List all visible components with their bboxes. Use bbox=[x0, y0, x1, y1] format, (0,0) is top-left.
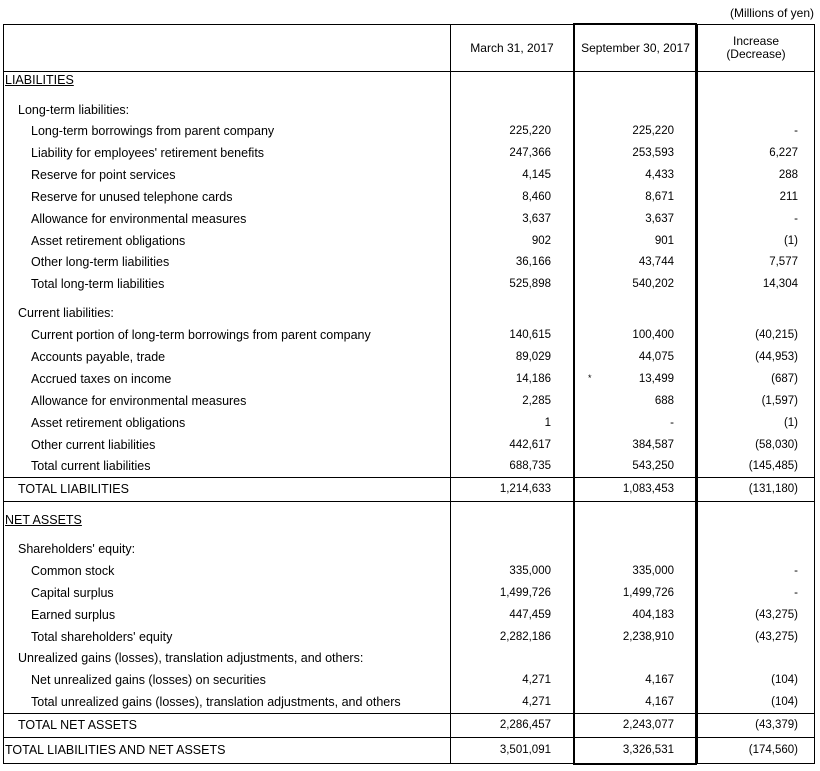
row-label: TOTAL NET ASSETS bbox=[18, 718, 138, 732]
value-change: (104) bbox=[771, 695, 798, 708]
value-march: 2,286,457 bbox=[499, 719, 551, 731]
value-march: 335,000 bbox=[509, 565, 551, 577]
row-label: Total current liabilities bbox=[31, 459, 151, 474]
value-march: 36,166 bbox=[515, 256, 551, 269]
subheader-label: Shareholders' equity: bbox=[18, 542, 136, 556]
value-september: 543,250 bbox=[632, 460, 674, 473]
row-label: Other long-term liabilities bbox=[31, 255, 170, 270]
header-change-line1: Increase bbox=[732, 34, 780, 48]
value-march: 14,186 bbox=[515, 372, 551, 385]
value-september: 2,243,077 bbox=[622, 719, 674, 731]
table-row bbox=[4, 164, 814, 186]
section-title: LIABILITIES bbox=[5, 73, 74, 87]
table-row bbox=[4, 273, 814, 295]
table-row bbox=[4, 390, 814, 412]
subheader-long-term bbox=[4, 99, 814, 121]
value-september: 100,400 bbox=[632, 329, 674, 341]
subheader-label: Current liabilities: bbox=[18, 306, 114, 320]
total-net-assets-row bbox=[4, 714, 814, 736]
value-march: 247,366 bbox=[509, 146, 551, 159]
value-march: 447,459 bbox=[509, 608, 551, 621]
table-header bbox=[4, 25, 814, 72]
row-label: Capital surplus bbox=[31, 585, 114, 600]
value-march: 1 bbox=[544, 416, 551, 429]
value-march: 3,501,091 bbox=[499, 744, 551, 756]
table-row bbox=[4, 142, 814, 164]
row-label: Total shareholders' equity bbox=[31, 629, 173, 644]
value-september: 44,075 bbox=[638, 350, 674, 363]
value-september: 225,220 bbox=[632, 125, 674, 137]
value-september: 688 bbox=[654, 394, 674, 407]
unit-note: (Millions of yen) bbox=[729, 6, 814, 20]
value-change: (44,953) bbox=[755, 350, 798, 363]
value-change: 211 bbox=[779, 190, 798, 203]
row-label: Allowance for environmental measures bbox=[31, 393, 247, 408]
subheader-current bbox=[4, 302, 814, 324]
value-march: 442,617 bbox=[509, 438, 551, 451]
header-september: September 30, 2017 bbox=[581, 40, 690, 55]
subheader-label: Long-term liabilities: bbox=[18, 103, 130, 117]
row-label: TOTAL LIABILITIES bbox=[18, 482, 129, 496]
value-september: 1,499,726 bbox=[622, 586, 674, 599]
value-september: 3,637 bbox=[645, 212, 674, 225]
table-row bbox=[4, 230, 814, 252]
value-change: (174,560) bbox=[748, 744, 798, 756]
value-change: (687) bbox=[771, 372, 798, 385]
value-change: - bbox=[794, 565, 798, 577]
value-march: 3,637 bbox=[522, 212, 551, 225]
header-march: March 31, 2017 bbox=[470, 40, 554, 55]
row-label: Total long-term liabilities bbox=[31, 277, 165, 292]
value-september: 253,593 bbox=[632, 146, 674, 159]
table-row bbox=[4, 251, 814, 273]
table-row bbox=[4, 560, 814, 582]
value-change: (104) bbox=[771, 674, 798, 686]
row-label: Reserve for unused telephone cards bbox=[31, 189, 233, 204]
divider bbox=[4, 737, 814, 738]
table-row bbox=[4, 368, 814, 390]
table-row bbox=[4, 346, 814, 368]
row-label: Reserve for point services bbox=[31, 167, 176, 182]
row-label: Accrued taxes on income bbox=[31, 371, 172, 386]
table-row bbox=[4, 582, 814, 604]
value-change: - bbox=[794, 125, 798, 137]
subheader-label: Unrealized gains (losses), translation adjustments, and others: bbox=[18, 651, 364, 665]
value-march: 140,615 bbox=[509, 329, 551, 341]
row-label: Asset retirement obligations bbox=[31, 233, 186, 248]
balance-sheet-table bbox=[3, 24, 815, 764]
value-change: 288 bbox=[778, 168, 798, 181]
value-change: (58,030) bbox=[755, 438, 798, 451]
value-change: 7,577 bbox=[769, 256, 798, 269]
value-march: 1,499,726 bbox=[499, 586, 551, 599]
total-liabilities-row bbox=[4, 478, 814, 500]
value-change: 6,227 bbox=[769, 146, 798, 159]
value-september: - bbox=[670, 416, 674, 429]
table-row bbox=[4, 434, 814, 456]
row-label: Liability for employees' retirement benefits bbox=[31, 145, 265, 160]
table-row bbox=[4, 186, 814, 208]
subheader-shareholders bbox=[4, 538, 814, 560]
table-row bbox=[4, 455, 814, 477]
value-change: (1) bbox=[783, 234, 798, 247]
row-label: TOTAL LIABILITIES AND NET ASSETS bbox=[5, 743, 226, 757]
value-september: 1,083,453 bbox=[622, 483, 674, 495]
value-march: 1,214,633 bbox=[499, 483, 551, 495]
table-row bbox=[4, 324, 814, 346]
table-row bbox=[4, 120, 814, 142]
value-september: 8,671 bbox=[645, 190, 674, 203]
value-change: (145,485) bbox=[748, 460, 798, 473]
value-march: 89,029 bbox=[515, 350, 551, 363]
value-change: (40,215) bbox=[755, 329, 798, 341]
row-label: Common stock bbox=[31, 564, 115, 578]
table-row bbox=[4, 604, 814, 626]
value-change: (43,275) bbox=[755, 608, 798, 621]
divider bbox=[4, 501, 814, 502]
value-change: - bbox=[794, 212, 798, 225]
row-label: Accounts payable, trade bbox=[31, 349, 166, 364]
value-change: (131,180) bbox=[748, 483, 798, 495]
value-march: 2,285 bbox=[522, 394, 551, 407]
row-label: Net unrealized gains (losses) on securities bbox=[31, 673, 266, 687]
value-september: 4,167 bbox=[645, 695, 674, 708]
value-march: 8,460 bbox=[522, 190, 551, 203]
subheader-unrealized bbox=[4, 647, 814, 669]
row-label: Earned surplus bbox=[31, 607, 116, 622]
section-liabilities bbox=[4, 69, 814, 91]
row-label: Asset retirement obligations bbox=[31, 415, 186, 430]
footnote-mark: * bbox=[588, 372, 592, 383]
row-label: Total unrealized gains (losses), translation adjustments, and others bbox=[31, 694, 401, 709]
grand-total-row bbox=[4, 739, 814, 761]
header-change-line2: (Decrease) bbox=[726, 47, 786, 61]
value-march: 525,898 bbox=[509, 278, 551, 291]
value-change: (1,597) bbox=[761, 394, 798, 407]
value-march: 902 bbox=[531, 234, 551, 247]
value-change: (1) bbox=[783, 416, 798, 429]
section-title: NET ASSETS bbox=[5, 513, 82, 527]
value-change: 14,304 bbox=[762, 278, 798, 291]
value-september: 404,183 bbox=[632, 608, 674, 621]
value-september: 13,499 bbox=[638, 372, 674, 385]
row-label: Allowance for environmental measures bbox=[31, 211, 247, 226]
value-march: 2,282,186 bbox=[499, 630, 551, 643]
row-label: Long-term borrowings from parent company bbox=[31, 124, 275, 138]
section-net-assets bbox=[4, 509, 814, 531]
table-row bbox=[4, 208, 814, 230]
value-september: 4,167 bbox=[645, 674, 674, 686]
value-march: 4,271 bbox=[522, 695, 551, 708]
table-row bbox=[4, 626, 814, 648]
value-september: 540,202 bbox=[632, 278, 674, 291]
value-september: 43,744 bbox=[638, 256, 674, 269]
header-change bbox=[698, 25, 814, 71]
table-row bbox=[4, 669, 814, 691]
value-march: 688,735 bbox=[509, 460, 551, 473]
table-row bbox=[4, 412, 814, 434]
value-september: 3,326,531 bbox=[622, 744, 674, 756]
value-march: 4,145 bbox=[522, 168, 551, 181]
value-change: (43,379) bbox=[755, 719, 798, 731]
value-september: 335,000 bbox=[632, 565, 674, 577]
value-change: (43,275) bbox=[755, 630, 798, 643]
value-september: 384,587 bbox=[632, 438, 674, 451]
row-label: Other current liabilities bbox=[31, 437, 156, 452]
table-row bbox=[4, 691, 814, 713]
value-change: - bbox=[794, 586, 798, 599]
row-label: Current portion of long-term borrowings from parent company bbox=[31, 328, 371, 342]
value-september: 901 bbox=[654, 234, 674, 247]
value-march: 225,220 bbox=[509, 125, 551, 137]
value-september: 2,238,910 bbox=[622, 630, 674, 643]
value-september: 4,433 bbox=[645, 168, 674, 181]
value-march: 4,271 bbox=[522, 674, 551, 686]
